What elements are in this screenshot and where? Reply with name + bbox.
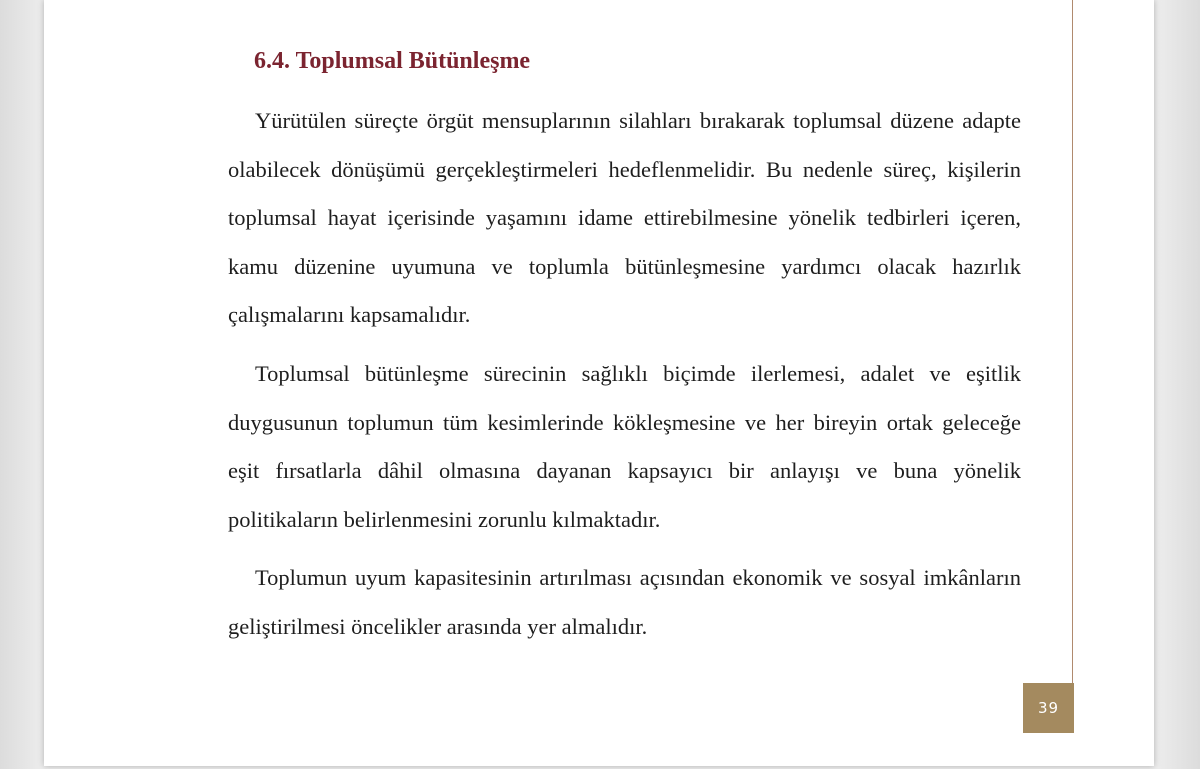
body-text <box>228 97 1021 662</box>
paragraph-1: Yürütülen süreçte örgüt mensuplarının silahları bırakarak toplumsal düzene adapte olabilecek dönüşümü gerçekleştirmeleri hedeflenmelidir. Bu nedenle süreç, kişilerin toplumsal hayat içerisinde yaşamını idame ettirebilmesine yönelik tedbirleri içeren, kamu düzenine uyumuna ve toplumla bütünleşmesine yardımcı olacak hazırlık çalışmalarını kapsamalıdır. <box>228 108 1021 328</box>
document-page <box>44 0 1154 766</box>
page-margin-rule <box>1072 0 1073 690</box>
paragraph-3: Toplumun uyum kapasitesinin artırılması açısından ekonomik ve sosyal imkânların geliştirilmesi öncelikler arasında yer almalıdır. <box>228 565 1021 639</box>
paragraph-2: Toplumsal bütünleşme sürecinin sağlıklı biçimde ilerlemesi, adalet ve eşitlik duygusunun toplumun tüm kesimlerinde kökleşmesine ve her bireyin ortak geleceğe eşit fırsatlarla dâhil olmasına dayanan kapsayıcı bir anlayışı ve buna yönelik politikaların belirlenmesini zorunlu kılmaktadır. <box>228 360 1021 532</box>
section-heading: 6.4. Toplumsal Bütünleşme <box>254 48 531 74</box>
page-number-badge: 39 <box>1023 683 1074 733</box>
